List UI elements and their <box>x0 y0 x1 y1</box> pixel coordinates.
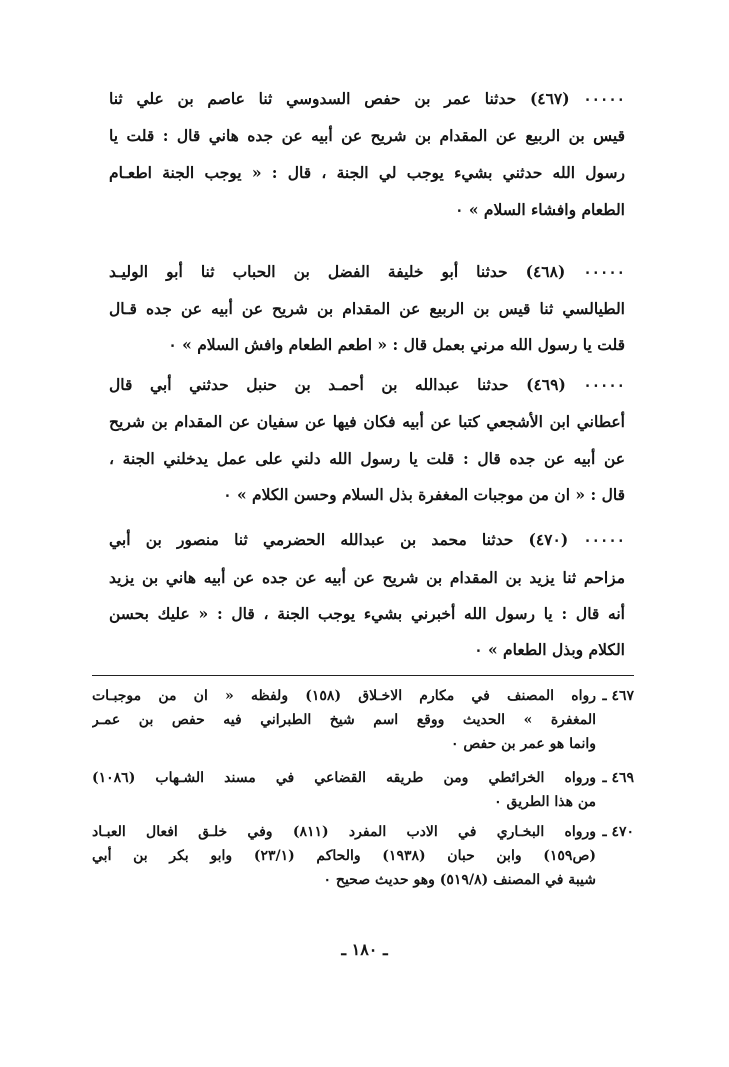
text-line: ٠٠٠٠٠ (٤٧٠) حدثنا محمد بن عبدالله الحضرمي ثنا منصور بن أبي <box>109 530 625 549</box>
text-line: ٠٠٠٠٠ (٤٦٩) حدثنا عبدالله بن أحمـد بن حنبل حدثني أبي قال <box>109 375 625 394</box>
text-line: ٠٠٠٠٠ (٤٦٨) حدثنا أبو خليفة الفضل بن الحباب ثنا أبو الوليـد <box>109 262 625 281</box>
footnote-number: ٤٦٧ ـ <box>602 688 634 704</box>
footnote-number: ٤٧٠ ـ <box>602 824 634 840</box>
text-line: الطيالسي ثنا قيس بن الربيع عن المقدام بن شريح عن أبيه عن جده قـال <box>109 299 625 318</box>
footnote-line: رواه المصنف في مكارم الاخـلاق (١٥٨) ولفظه « ان من موجبـات <box>92 688 596 704</box>
footnote-line: المغفرة » الحديث ووقع اسم شيخ الطبراني فيه حفص بن عمـر <box>92 712 596 728</box>
text-line: أنه قال : يا رسول الله أخبرني بشيء يوجب الجنة ، قال : « عليك بحسن <box>109 604 625 623</box>
text-line: الطعام وافشاء السلام » ٠ <box>455 200 625 219</box>
text-line: أعطاني ابن الأشجعي كتبا عن أبيه فكان فيها عن سفيان عن المقدام بن شريح <box>109 412 625 431</box>
footnote-divider <box>92 675 634 676</box>
text-line: رسول الله حدثني بشيء يوجب لي الجنة ، قال : « يوجب الجنة اطعـام <box>109 163 625 182</box>
footnote-line: وانما هو عمر بن حفص ٠ <box>450 736 596 752</box>
text-line: قال : « ان من موجبات المغفرة بذل السلام وحسن الكلام » ٠ <box>223 485 625 504</box>
text-line: الكلام وبذل الطعام » ٠ <box>474 640 625 659</box>
footnote-number: ٤٦٩ ـ <box>602 770 634 786</box>
footnote-line: ورواه البخـاري في الادب المفرد (٨١١) وفي خلـق افعال العبـاد <box>92 824 596 840</box>
footnote-line: شيبة في المصنف (٥١٩/٨) وهو حديث صحيح ٠ <box>323 872 596 888</box>
text-line: عن أبيه عن جده قال : قلت يا رسول الله دلني على عمل يدخلني الجنة ، <box>109 449 625 468</box>
text-line: ٠٠٠٠٠ (٤٦٧) حدثنا عمر بن حفص السدوسي ثنا عاصم بن علي ثنا <box>109 89 625 108</box>
text-line: مزاحم ثنا يزيد بن المقدام بن شريح عن أبيه عن جده عن أبيه هاني بن يزيد <box>109 568 625 587</box>
footnote-line: (ص١٥٩) وابن حبان (١٩٣٨) والحاكم (٢٣/١) وابو بكر بن أبي <box>92 848 596 864</box>
footnote-line: ورواه الخرائطي ومن طريقه القضاعي في مسند الشـهاب (١٠٨٦) <box>92 770 596 786</box>
footnote-line: من هذا الطريق ٠ <box>494 794 596 810</box>
page-number: ـ ١٨٠ ـ <box>341 940 388 959</box>
text-line: قيس بن الربيع عن المقدام بن شريح عن أبيه عن جده هاني قال : قلت يا <box>109 126 625 145</box>
text-line: قلت يا رسول الله مرني بعمل قال : « اطعم الطعام وافش السلام » ٠ <box>168 335 625 354</box>
